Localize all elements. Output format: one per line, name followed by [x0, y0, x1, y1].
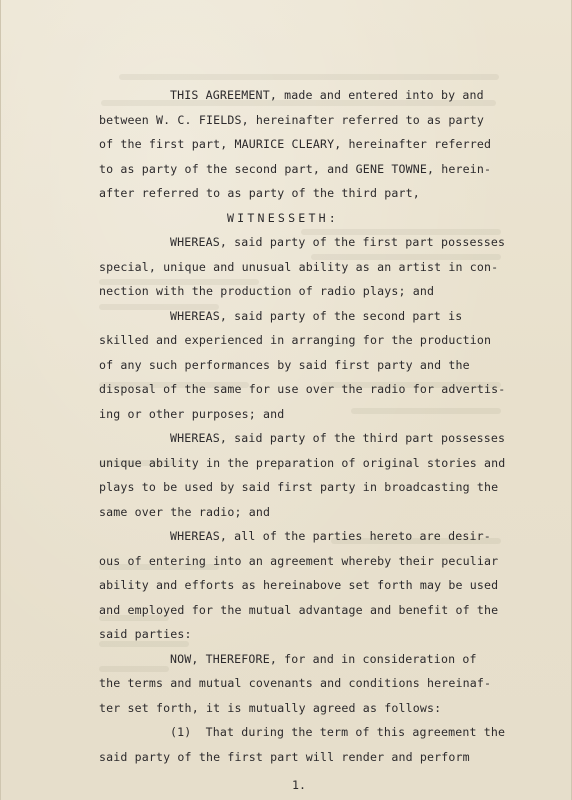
whereas-text-line: ability and efforts as hereinabove set forth may be used [99, 578, 499, 592]
agreement-text-line: after referred to as party of the third part, [99, 186, 420, 200]
whereas-text-line: of any such performances by said first party and the [99, 357, 470, 372]
page-number: 1. [292, 778, 306, 792]
witnesseth-heading: WITNESSETH: [227, 210, 339, 225]
now-therefore-text-line: ter set forth, it is mutually agreed as follows: [99, 700, 442, 715]
whereas-text-line: ing or other purposes; and [99, 406, 285, 421]
whereas-text-line: disposal of the same for use over the radio for advertis- [99, 382, 506, 396]
whereas-text-line: ous of entering into an agreement whereby their peculiar [99, 553, 499, 568]
clause-text-line: said party of the first part will render and perform [99, 749, 470, 764]
whereas-text-line: WHEREAS, said party of the third part possesses [170, 431, 506, 445]
clause-text-line: (1) That during the term of this agreement the [170, 725, 506, 739]
whereas-text-line: skilled and experienced in arranging for the production [99, 333, 492, 347]
whereas-text-line: and employed for the mutual advantage and benefit of the [99, 602, 499, 617]
whereas-text-line: same over the radio; and [99, 504, 271, 519]
agreement-text-line: to as party of the second part, and GENE TOWNE, herein- [99, 161, 492, 176]
agreement-text-line: between W. C. FIELDS, hereinafter referred to as party [99, 112, 485, 127]
whereas-text-line: special, unique and unusual ability as an artist in con- [99, 259, 499, 274]
whereas-text-line: said parties: [99, 627, 192, 641]
whereas-text-line: nection with the production of radio plays; and [99, 284, 435, 298]
whereas-text-line: WHEREAS, said party of the first part possesses [170, 235, 506, 249]
whereas-text-line: WHEREAS, said party of the second part is [170, 308, 463, 323]
whereas-text-line: unique ability in the preparation of original stories and [99, 455, 506, 470]
now-therefore-text-line: NOW, THEREFORE, for and in consideration of [170, 651, 477, 666]
agreement-text-line: THIS AGREEMENT, made and entered into by and [170, 88, 484, 102]
whereas-text-line: WHEREAS, all of the parties hereto are desir- [170, 529, 491, 543]
now-therefore-text-line: the terms and mutual covenants and conditions hereinaf- [99, 676, 492, 690]
agreement-text-line: of the first part, MAURICE CLEARY, hereinafter referred [99, 137, 492, 151]
whereas-text-line: plays to be used by said first party in broadcasting the [99, 480, 499, 494]
